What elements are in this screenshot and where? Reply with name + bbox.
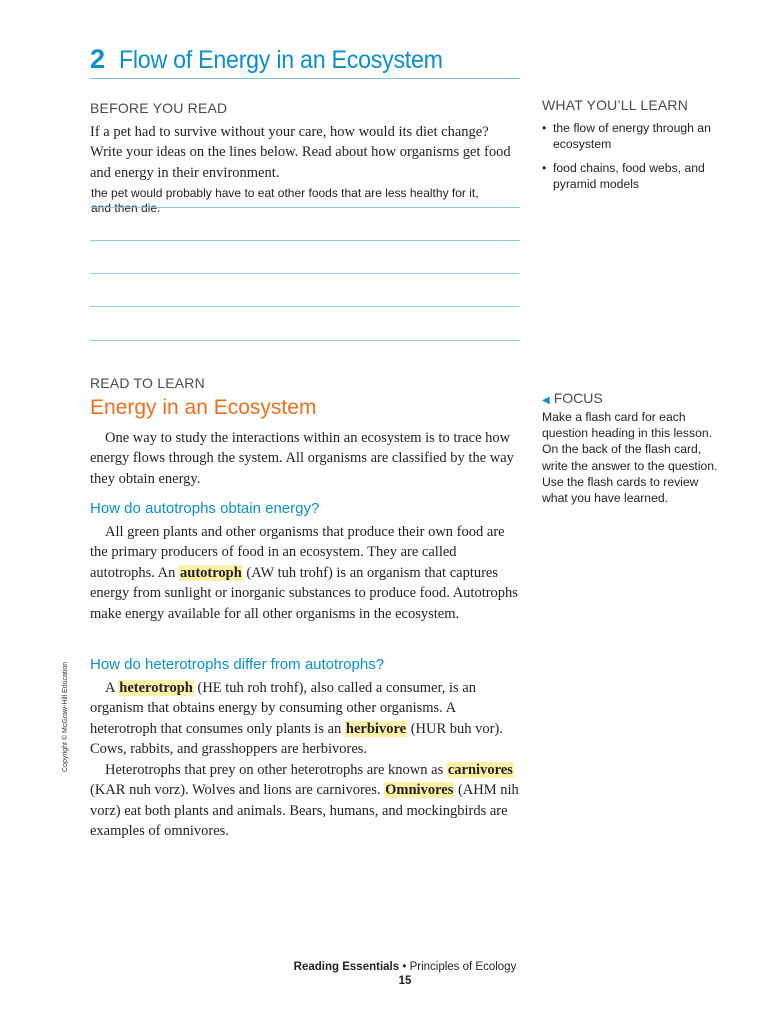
paragraph-text: (HUR buh vor). Cows, rabbits, and grasshoppers are herbivores. xyxy=(90,720,503,758)
paragraph-text: (HE tuh roh trohf), also called a consumer, is an organism that obtains energy by consuming other organisms. A heterotroph that consumes only plants is an xyxy=(90,680,476,737)
footer-separator: • xyxy=(402,961,407,973)
answer-text-line-2[interactable]: and then die. xyxy=(91,201,161,215)
book-title: Reading Essentials xyxy=(293,961,400,973)
copyright-notice: Copyright © McGraw-Hill Education xyxy=(62,661,69,772)
autotrophs-paragraph xyxy=(90,522,520,624)
list-item-text: the flow of energy through an ecosystem xyxy=(553,121,711,151)
vocab-term-herbivore: herbivore xyxy=(345,720,407,737)
footer-source xyxy=(255,961,555,973)
paragraph-text: (AHM nih vorz) eat both plants and animals. Bears, humans, and mockingbirds are examples of omnivores. xyxy=(90,782,519,840)
what-youll-learn-label: WHAT YOU’LL LEARN xyxy=(542,97,689,113)
focus-body: Make a flash card for each question heading in this lesson. On the back of the flash card, write the answer to the question. Use the flash cards to review what you have learned. xyxy=(542,410,718,506)
before-you-read-prompt: If a pet had to survive without your care, how would its diet change? Write your ideas on the lines below. Read about how organisms get food and energy in their environment. xyxy=(90,124,511,181)
lesson-number: 2 xyxy=(90,44,106,74)
bullet-icon: • xyxy=(542,161,547,175)
heterotrophs-paragraph-2 xyxy=(90,760,520,842)
read-to-learn-label: READ TO LEARN xyxy=(90,375,205,391)
paragraph-text: (KAR nuh vorz). Wolves and lions are carnivores. xyxy=(90,782,385,799)
before-you-read-label: BEFORE YOU READ xyxy=(90,100,228,116)
vocab-term-omnivores: Omnivores xyxy=(385,782,454,799)
bullet-icon: • xyxy=(542,121,547,135)
lesson-title: Flow of Energy in an Ecosystem xyxy=(119,46,443,74)
question-heading-autotrophs: How do autotrophs obtain energy? xyxy=(90,500,320,517)
section-heading: Energy in an Ecosystem xyxy=(90,396,317,419)
list-item xyxy=(542,120,727,152)
answer-line xyxy=(90,240,520,241)
paragraph-text: All green plants and other organisms that produce their own food are the primary producers of food in an ecosystem. They are called autotrophs. An xyxy=(90,524,505,581)
triangle-left-icon: ◀ xyxy=(542,395,550,406)
vocab-term-carnivores: carnivores xyxy=(447,762,513,778)
vocab-term-autotroph: autotroph xyxy=(180,564,242,581)
heterotrophs-paragraph-1 xyxy=(90,678,520,760)
focus-label-text: FOCUS xyxy=(553,390,603,406)
question-heading-heterotrophs: How do heterotrophs differ from autotrophs? xyxy=(90,656,385,673)
vocab-term-heterotroph: heterotroph xyxy=(119,680,193,696)
lesson-title-bar xyxy=(90,42,520,79)
page-number: 15 xyxy=(398,975,412,987)
paragraph-text: (AW tuh trohf) is an organism that captures energy from sunlight or inorganic substances to produce food. Autotrophs make energy available for all other organisms in the ecosystem. xyxy=(90,564,518,622)
answer-line xyxy=(90,207,520,208)
list-item-text: food chains, food webs, and pyramid models xyxy=(553,161,705,191)
paragraph-text: Heterotrophs that prey on other heterotrophs are known as xyxy=(105,762,447,778)
answer-line xyxy=(90,273,520,274)
answer-line xyxy=(90,306,520,307)
list-item xyxy=(542,160,727,192)
what-youll-learn-list xyxy=(542,120,727,200)
answer-line xyxy=(90,340,520,341)
focus-label xyxy=(542,390,603,406)
paragraph-text: A xyxy=(105,680,119,696)
intro-paragraph: One way to study the interactions within an ecosystem is to trace how energy flows through the system. All organisms are classified by the way they obtain energy. xyxy=(90,430,514,487)
chapter-title: Principles of Ecology xyxy=(409,961,517,973)
answer-text-line-1[interactable]: the pet would probably have to eat other foods that are less healthy for it, xyxy=(91,186,479,200)
